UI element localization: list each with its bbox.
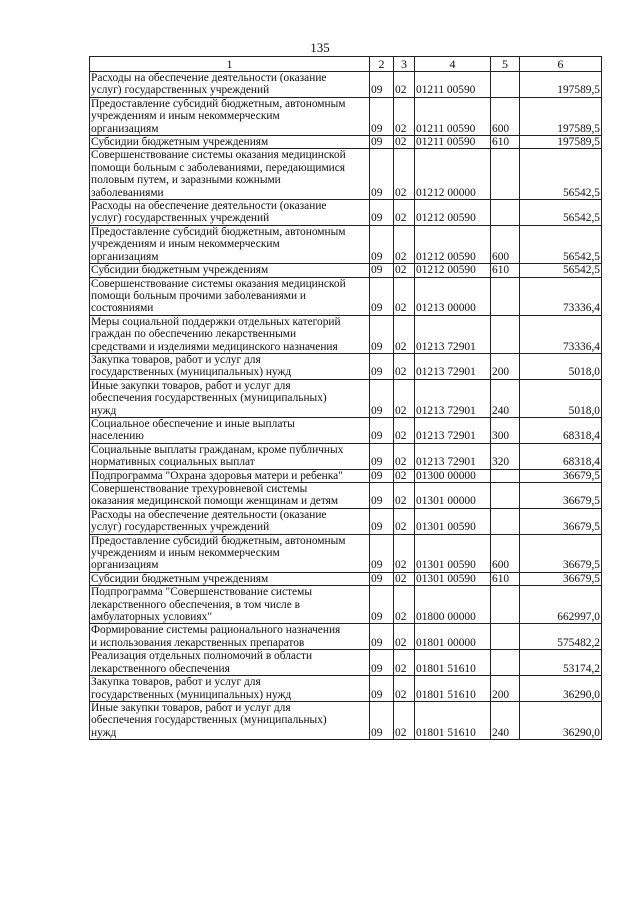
row-description: Расходы на обеспечение деятельности (оказание услуг) государственных учреждений <box>90 508 370 534</box>
row-amount: 36290,0 <box>520 701 602 739</box>
row-code-c5: 610 <box>491 572 520 585</box>
row-code-c5: 600 <box>491 225 520 263</box>
row-description: Социальное обеспечение и иные выплаты населению <box>90 417 370 443</box>
row-code-c4: 01300 00000 <box>415 469 491 482</box>
row-description: Субсидии бюджетным учреждениям <box>90 264 370 277</box>
row-code-c5: 610 <box>491 136 520 149</box>
table-row <box>90 225 602 263</box>
row-code-c4: 01212 00590 <box>415 264 491 277</box>
row-code-c4: 01213 72901 <box>415 417 491 443</box>
row-code-c4: 01801 00000 <box>415 624 491 650</box>
row-code-c3: 02 <box>394 650 415 676</box>
table-row <box>90 379 602 417</box>
row-code-c3: 02 <box>394 149 415 200</box>
row-code-c5 <box>491 508 520 534</box>
row-amount: 36290,0 <box>520 676 602 702</box>
row-amount: 68318,4 <box>520 417 602 443</box>
row-amount: 197589,5 <box>520 97 602 135</box>
row-code-c2: 09 <box>370 97 394 135</box>
row-amount: 5018,0 <box>520 353 602 379</box>
row-code-c5: 240 <box>491 379 520 417</box>
row-description: Подпрограмма "Охрана здоровья матери и ребенка" <box>90 469 370 482</box>
row-description: Социальные выплаты гражданам, кроме публичных нормативных социальных выплат <box>90 443 370 469</box>
row-amount: 36679,5 <box>520 483 602 509</box>
row-code-c4: 01213 72901 <box>415 443 491 469</box>
row-description: Иные закупки товаров, работ и услуг для обеспечения государственных (муниципальных) нужд <box>90 701 370 739</box>
row-description: Совершенствование системы оказания медицинской помощи больным с заболеваниями, передающимися половым путем, и заразными кожными заболеваниями <box>90 149 370 200</box>
row-code-c5: 600 <box>491 97 520 135</box>
table-row <box>90 650 602 676</box>
row-code-c3: 02 <box>394 534 415 572</box>
row-code-c4: 01801 51610 <box>415 676 491 702</box>
row-code-c2: 09 <box>370 149 394 200</box>
row-code-c3: 02 <box>394 483 415 509</box>
row-description: Субсидии бюджетным учреждениям <box>90 572 370 585</box>
row-code-c4: 01212 00590 <box>415 200 491 226</box>
row-amount: 36679,5 <box>520 508 602 534</box>
row-description: Иные закупки товаров, работ и услуг для обеспечения государственных (муниципальных) нужд <box>90 379 370 417</box>
table-row <box>90 676 602 702</box>
row-amount: 56542,5 <box>520 225 602 263</box>
row-code-c5 <box>491 586 520 624</box>
table-row <box>90 315 602 353</box>
row-code-c4: 01213 72901 <box>415 379 491 417</box>
row-code-c2: 09 <box>370 277 394 315</box>
row-code-c3: 02 <box>394 701 415 739</box>
table-row <box>90 72 602 98</box>
table-row <box>90 701 602 739</box>
row-code-c2: 09 <box>370 264 394 277</box>
row-code-c2: 09 <box>370 508 394 534</box>
row-code-c3: 02 <box>394 469 415 482</box>
table-row <box>90 200 602 226</box>
table-row <box>90 97 602 135</box>
row-code-c4: 01213 00000 <box>415 277 491 315</box>
row-code-c5 <box>491 149 520 200</box>
row-code-c3: 02 <box>394 136 415 149</box>
row-code-c3: 02 <box>394 508 415 534</box>
row-code-c5: 200 <box>491 353 520 379</box>
row-amount: 5018,0 <box>520 379 602 417</box>
row-description: Совершенствование трехуровневой системы оказания медицинской помощи женщинам и детям <box>90 483 370 509</box>
row-code-c4: 01301 00000 <box>415 483 491 509</box>
row-code-c5: 610 <box>491 264 520 277</box>
row-amount: 56542,5 <box>520 149 602 200</box>
row-description: Реализация отдельных полномочий в области лекарственного обеспечения <box>90 650 370 676</box>
row-code-c2: 09 <box>370 443 394 469</box>
row-code-c4: 01301 00590 <box>415 534 491 572</box>
row-code-c2: 09 <box>370 353 394 379</box>
row-code-c3: 02 <box>394 572 415 585</box>
row-amount: 56542,5 <box>520 200 602 226</box>
row-description: Подпрограмма "Совершенствование системы лекарственного обеспечения, в том числе в амбулаторных условиях" <box>90 586 370 624</box>
table-row <box>90 586 602 624</box>
row-amount: 36679,5 <box>520 534 602 572</box>
row-code-c5: 300 <box>491 417 520 443</box>
row-code-c2: 09 <box>370 701 394 739</box>
row-amount: 197589,5 <box>520 72 602 98</box>
row-code-c4: 01212 00000 <box>415 149 491 200</box>
row-amount: 197589,5 <box>520 136 602 149</box>
row-code-c5 <box>491 650 520 676</box>
table-row <box>90 483 602 509</box>
row-code-c3: 02 <box>394 676 415 702</box>
row-amount: 73336,4 <box>520 277 602 315</box>
row-code-c3: 02 <box>394 264 415 277</box>
table-row <box>90 277 602 315</box>
row-description: Расходы на обеспечение деятельности (оказание услуг) государственных учреждений <box>90 72 370 98</box>
row-code-c2: 09 <box>370 624 394 650</box>
row-code-c5 <box>491 469 520 482</box>
row-amount: 575482,2 <box>520 624 602 650</box>
row-code-c2: 09 <box>370 379 394 417</box>
row-code-c3: 02 <box>394 353 415 379</box>
budget-table <box>89 56 602 740</box>
row-code-c3: 02 <box>394 72 415 98</box>
row-amount: 36679,5 <box>520 469 602 482</box>
row-code-c4: 01211 00590 <box>415 72 491 98</box>
row-description: Предоставление субсидий бюджетным, автономным учреждениям и иным некоммерческим организациям <box>90 225 370 263</box>
row-code-c5 <box>491 483 520 509</box>
table-row <box>90 443 602 469</box>
column-header-row <box>90 57 602 72</box>
row-description: Закупка товаров, работ и услуг для государственных (муниципальных) нужд <box>90 676 370 702</box>
row-code-c4: 01211 00590 <box>415 136 491 149</box>
row-code-c3: 02 <box>394 225 415 263</box>
row-code-c3: 02 <box>394 315 415 353</box>
column-header: 2 <box>370 57 394 72</box>
table-row <box>90 508 602 534</box>
row-code-c3: 02 <box>394 379 415 417</box>
row-code-c2: 09 <box>370 676 394 702</box>
row-code-c5 <box>491 277 520 315</box>
row-code-c2: 09 <box>370 200 394 226</box>
row-code-c5 <box>491 315 520 353</box>
row-description: Формирование системы рационального назначения и использования лекарственных препаратов <box>90 624 370 650</box>
row-code-c5: 200 <box>491 676 520 702</box>
row-code-c5: 600 <box>491 534 520 572</box>
column-header: 5 <box>491 57 520 72</box>
row-code-c3: 02 <box>394 200 415 226</box>
row-code-c2: 09 <box>370 417 394 443</box>
table-row <box>90 469 602 482</box>
row-code-c5: 240 <box>491 701 520 739</box>
row-code-c4: 01212 00590 <box>415 225 491 263</box>
row-amount: 73336,4 <box>520 315 602 353</box>
row-code-c4: 01800 00000 <box>415 586 491 624</box>
column-header: 1 <box>90 57 370 72</box>
row-code-c2: 09 <box>370 650 394 676</box>
row-code-c4: 01301 00590 <box>415 572 491 585</box>
row-code-c2: 09 <box>370 72 394 98</box>
row-code-c4: 01301 00590 <box>415 508 491 534</box>
row-code-c3: 02 <box>394 624 415 650</box>
row-code-c4: 01213 72901 <box>415 315 491 353</box>
table-row <box>90 572 602 585</box>
row-amount: 36679,5 <box>520 572 602 585</box>
table-body <box>90 72 602 740</box>
row-description: Закупка товаров, работ и услуг для государственных (муниципальных) нужд <box>90 353 370 379</box>
row-code-c3: 02 <box>394 277 415 315</box>
column-header: 4 <box>415 57 491 72</box>
row-amount: 53174,2 <box>520 650 602 676</box>
row-description: Субсидии бюджетным учреждениям <box>90 136 370 149</box>
row-code-c2: 09 <box>370 315 394 353</box>
row-amount: 56542,5 <box>520 264 602 277</box>
row-code-c4: 01801 51610 <box>415 650 491 676</box>
row-description: Предоставление субсидий бюджетным, автономным учреждениям и иным некоммерческим организациям <box>90 534 370 572</box>
row-code-c4: 01211 00590 <box>415 97 491 135</box>
row-code-c2: 09 <box>370 225 394 263</box>
row-amount: 68318,4 <box>520 443 602 469</box>
table-row <box>90 264 602 277</box>
row-code-c5: 320 <box>491 443 520 469</box>
row-amount: 662997,0 <box>520 586 602 624</box>
row-code-c5 <box>491 624 520 650</box>
row-description: Расходы на обеспечение деятельности (оказание услуг) государственных учреждений <box>90 200 370 226</box>
table-row <box>90 624 602 650</box>
row-code-c3: 02 <box>394 417 415 443</box>
row-code-c3: 02 <box>394 97 415 135</box>
row-code-c3: 02 <box>394 443 415 469</box>
page-number: 135 <box>310 40 330 55</box>
row-code-c5 <box>491 200 520 226</box>
row-code-c4: 01801 51610 <box>415 701 491 739</box>
row-code-c2: 09 <box>370 586 394 624</box>
table-row <box>90 136 602 149</box>
row-code-c2: 09 <box>370 572 394 585</box>
row-code-c2: 09 <box>370 483 394 509</box>
row-code-c4: 01213 72901 <box>415 353 491 379</box>
column-header: 6 <box>520 57 602 72</box>
table-row <box>90 149 602 200</box>
row-description: Меры социальной поддержки отдельных категорий граждан по обеспечению лекарственными средствами и изделиями медицинского назначения <box>90 315 370 353</box>
table-row <box>90 534 602 572</box>
row-code-c3: 02 <box>394 586 415 624</box>
column-header: 3 <box>394 57 415 72</box>
row-description: Совершенствование системы оказания медицинской помощи больным прочими заболеваниями и состояниями <box>90 277 370 315</box>
row-code-c2: 09 <box>370 534 394 572</box>
row-description: Предоставление субсидий бюджетным, автономным учреждениям и иным некоммерческим организациям <box>90 97 370 135</box>
row-code-c2: 09 <box>370 136 394 149</box>
row-code-c5 <box>491 72 520 98</box>
row-code-c2: 09 <box>370 469 394 482</box>
table-row <box>90 353 602 379</box>
table-row <box>90 417 602 443</box>
